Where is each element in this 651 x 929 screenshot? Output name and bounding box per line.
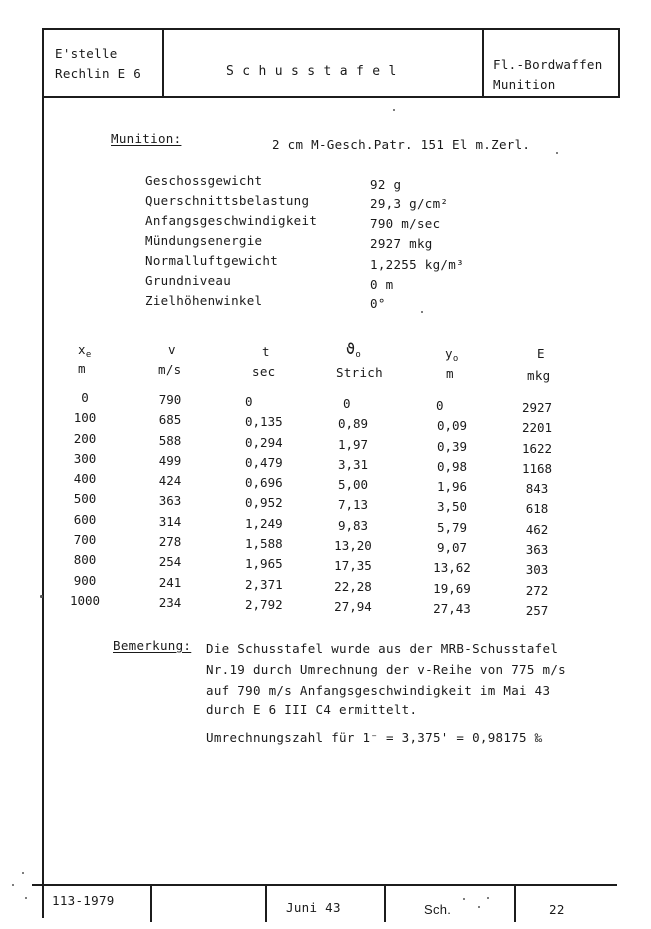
scan-speck <box>12 884 14 886</box>
prop-value: 0 m <box>370 277 394 292</box>
prop-value: 1,2255 kg/m³ <box>370 257 464 272</box>
scan-speck <box>40 595 43 598</box>
cell-xe: 0 <box>81 390 89 405</box>
header-divider-1 <box>162 28 164 97</box>
cell-E: 1622 <box>521 440 553 456</box>
remark-line: durch E 6 III C4 ermittelt. <box>206 702 418 717</box>
cell-y: 0 <box>436 398 444 413</box>
column-v <box>130 390 210 613</box>
cell-E: 303 <box>525 562 549 578</box>
col-header-t: t <box>262 344 270 359</box>
cell-t: 1,965 <box>245 556 283 572</box>
cell-theta: 0 <box>343 396 351 411</box>
prop-value: 2927 mkg <box>370 236 433 251</box>
cell-E: 2927 <box>521 400 553 415</box>
col-unit-E: mkg <box>527 368 551 383</box>
y-symbol: $y_o$ <box>445 346 459 364</box>
col-unit-v: m/s <box>158 362 182 377</box>
cell-E: 2201 <box>521 420 553 436</box>
cell-t: 2,371 <box>245 576 283 592</box>
cell-E: 1168 <box>521 460 553 476</box>
cell-v: 588 <box>158 432 182 448</box>
col-unit-xe: m <box>78 361 86 376</box>
frame-top-line <box>42 28 620 30</box>
cell-theta: 22,28 <box>334 578 372 594</box>
cell-xe: 900 <box>73 572 97 588</box>
cell-y: 9,07 <box>436 540 468 556</box>
column-E <box>497 398 577 621</box>
cell-theta: 7,13 <box>337 497 369 513</box>
cell-theta: 13,20 <box>334 538 372 554</box>
cell-E: 363 <box>525 542 549 558</box>
cell-y: 3,50 <box>436 499 468 515</box>
prop-value: 29,3 g/cm² <box>370 196 449 211</box>
cell-t: 0,696 <box>245 475 283 491</box>
cell-theta: 3,31 <box>337 456 369 472</box>
doc-number: 113-1979 <box>52 893 115 908</box>
scan-speck <box>556 152 558 154</box>
prop-name: Zielhöhenwinkel <box>145 293 263 308</box>
header-bottom-line <box>42 96 620 98</box>
cell-y: 5,79 <box>436 519 468 535</box>
col-header-xe <box>78 342 92 360</box>
cell-v: 685 <box>158 412 182 428</box>
remark-label: Bemerkung: <box>113 638 192 653</box>
cell-v: 790 <box>158 392 182 407</box>
footer-divider-2 <box>265 884 267 922</box>
cell-E: 462 <box>525 521 549 537</box>
footer-divider-4 <box>514 884 516 922</box>
cell-theta: 1,97 <box>337 436 369 452</box>
cell-theta: 27,94 <box>334 598 372 614</box>
xe-symbol: $x_e$ <box>78 342 92 360</box>
cell-y: 0,39 <box>436 438 468 454</box>
cell-t: 2,792 <box>245 596 283 612</box>
cell-xe: 1000 <box>69 592 101 608</box>
cell-v: 499 <box>158 452 182 468</box>
cell-xe: 400 <box>73 471 97 487</box>
munition-label: Munition: <box>111 131 182 146</box>
cell-xe: 800 <box>73 552 97 568</box>
cell-E: 843 <box>525 481 549 497</box>
column-xe <box>45 388 125 611</box>
cell-t: 0,479 <box>245 454 283 470</box>
cell-xe: 700 <box>73 532 97 548</box>
cell-v: 314 <box>158 513 182 529</box>
cell-v: 234 <box>158 594 182 610</box>
cell-xe: 300 <box>73 450 97 466</box>
cell-v: 254 <box>158 554 182 570</box>
frame-right-line <box>618 28 620 98</box>
frame-left-line <box>42 28 44 918</box>
footer-top-line <box>32 884 617 886</box>
cell-theta: 17,35 <box>334 558 372 574</box>
cell-theta: 0,89 <box>337 416 369 432</box>
page-number: 22 <box>549 902 565 917</box>
page-title: S c h u s s t a f e l <box>226 64 397 79</box>
col-header-E: E <box>537 346 545 361</box>
remark-line: Nr.19 durch Umrechnung der v-Reihe von 775 m/s <box>206 662 566 677</box>
scan-speck <box>22 872 24 874</box>
theta-symbol: $ϑ_o$ <box>346 340 362 360</box>
col-header-theta <box>346 340 361 360</box>
col-unit-theta: Strich <box>336 365 383 380</box>
cell-y: 27,43 <box>433 600 471 616</box>
munition-value: 2 cm M-Gesch.Patr. 151 El m.Zerl. <box>272 137 531 152</box>
dept-line-2: Munition <box>493 77 556 92</box>
scan-speck <box>463 898 465 900</box>
scan-speck <box>421 311 423 313</box>
prop-name: Geschossgewicht <box>145 173 263 188</box>
prop-name: Normalluftgewicht <box>145 253 279 268</box>
cell-xe: 500 <box>73 491 97 507</box>
cell-E: 272 <box>525 582 549 598</box>
col-unit-y: m <box>446 366 454 381</box>
cell-t: 1,588 <box>245 536 283 552</box>
cell-v: 363 <box>158 493 182 509</box>
cell-xe: 100 <box>73 410 97 426</box>
cell-y: 19,69 <box>433 580 471 596</box>
cell-y: 13,62 <box>433 560 471 576</box>
cell-E: 257 <box>525 602 549 618</box>
header-divider-2 <box>482 28 484 97</box>
scan-speck <box>393 109 395 111</box>
prop-value: 790 m/sec <box>370 216 441 231</box>
office-line-2: Rechlin E 6 <box>55 66 142 81</box>
col-unit-t: sec <box>252 364 276 379</box>
cell-t: 1,249 <box>245 515 283 531</box>
remark-line: Die Schusstafel wurde aus der MRB-Schusstafel <box>206 641 559 656</box>
office-line-1: E'stelle <box>55 46 118 61</box>
prop-name: Anfangsgeschwindigkeit <box>145 213 318 228</box>
prop-value: 0° <box>370 296 386 311</box>
footer-date: Juni 43 <box>286 900 341 915</box>
cell-y: 0,98 <box>436 458 468 474</box>
footer-divider-3 <box>384 884 386 922</box>
column-y <box>412 396 492 619</box>
cell-v: 424 <box>158 473 182 489</box>
cell-xe: 200 <box>73 430 97 446</box>
footer-initials: Sch. <box>424 902 452 917</box>
column-theta <box>313 394 393 617</box>
cell-t: 0 <box>245 394 253 409</box>
prop-name: Querschnittsbelastung <box>145 193 310 208</box>
cell-v: 278 <box>158 534 182 550</box>
footer-divider-1 <box>150 884 152 922</box>
cell-y: 1,96 <box>436 479 468 495</box>
cell-E: 618 <box>525 501 549 517</box>
scan-speck <box>25 897 27 899</box>
prop-name: Mündungsenergie <box>145 233 263 248</box>
cell-theta: 5,00 <box>337 477 369 493</box>
conversion-line: Umrechnungszahl für 1⁻ = 3,375' = 0,98175 ‰ <box>206 730 543 745</box>
cell-t: 0,135 <box>245 414 283 430</box>
prop-name: Grundniveau <box>145 273 232 288</box>
prop-value: 92 g <box>370 177 402 192</box>
column-t <box>225 392 325 615</box>
col-header-v: v <box>168 342 176 357</box>
cell-v: 241 <box>158 574 182 590</box>
remark-line: auf 790 m/s Anfangsgeschwindigkeit im Mai 43 <box>206 683 551 698</box>
scan-speck <box>478 906 480 908</box>
dept-line-1: Fl.-Bordwaffen <box>493 57 603 72</box>
col-header-y <box>445 346 459 364</box>
cell-theta: 9,83 <box>337 517 369 533</box>
cell-t: 0,294 <box>245 434 283 450</box>
cell-xe: 600 <box>73 511 97 527</box>
cell-y: 0,09 <box>436 418 468 434</box>
scan-speck <box>487 897 489 899</box>
cell-t: 0,952 <box>245 495 283 511</box>
